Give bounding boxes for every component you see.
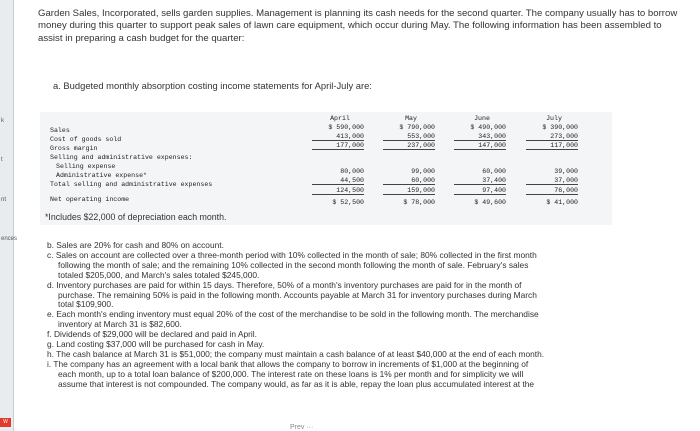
assumptions-list: [47, 241, 687, 390]
sidebar-label[interactable]: nt: [1, 197, 7, 203]
month-header: June: [474, 115, 490, 122]
row-label: Gross margin: [50, 145, 98, 152]
cell: $ 590,000: [328, 124, 364, 131]
list-item: [47, 360, 687, 390]
cell: 413,000: [312, 133, 364, 141]
cell: 60,000: [383, 177, 435, 185]
sidebar-label[interactable]: k: [1, 118, 4, 124]
item-text: total $109,900.: [58, 299, 114, 310]
cell: 553,000: [383, 133, 435, 141]
cell: $ 52,500: [332, 199, 364, 206]
sidebar-label[interactable]: ences: [1, 236, 18, 242]
cell: $ 790,000: [399, 124, 435, 131]
list-item: [47, 310, 687, 330]
row-label: Selling and administrative expenses:: [50, 154, 193, 161]
row-label: Sales: [50, 127, 70, 134]
item-text: each month, up to a total loan balance of $200,000. The interest rate on these loans is 1% per month and for simplicity we will: [58, 368, 524, 379]
item-text: b. Sales are 20% for cash and 80% on account.: [47, 240, 224, 250]
cell: $ 490,000: [470, 124, 506, 131]
item-text: inventory at March 31 is $82,600.: [58, 319, 182, 330]
month-header: July: [546, 115, 562, 122]
item-text: totaled $205,000, and March's sales totaled $245,000.: [58, 269, 260, 280]
list-item: [47, 251, 687, 281]
item-text: purchase. The remaining 50% is paid in the following month. Accounts payable at March 31 for inventory purchases during March: [58, 289, 537, 300]
brand-badge: W: [0, 418, 11, 427]
cell: $ 78,000: [403, 199, 435, 206]
cell: 117,000: [526, 142, 578, 150]
cell: $ 390,000: [542, 124, 578, 131]
depreciation-footnote: *Includes $22,000 of depreciation each month.: [45, 212, 227, 222]
cell: $ 49,600: [474, 199, 506, 206]
list-item: [47, 281, 687, 311]
month-header: April: [330, 115, 350, 122]
cell: $ 41,000: [546, 199, 578, 206]
problem-intro: Garden Sales, Incorporated, sells garden supplies. Management is planning its cash needs for the second quarter. The company usually has to borrow money during this quarter to support peak sales of lawn care equipment, which occur during May. The following information has been assembled to assist in preparing a cash budget for the quarter:: [38, 8, 678, 44]
item-text: following the month of sale; and the remaining 10% collected in the second month following the month of sale. February's sales: [58, 259, 529, 270]
cell: 76,000: [526, 187, 578, 195]
item-text: d. Inventory purchases are paid for within 15 days. Therefore, 50% of a month's inventory purchases are paid for in the month of: [47, 279, 522, 290]
cell: 343,000: [454, 133, 506, 141]
cell: 97,400: [454, 187, 506, 195]
item-text: f. Dividends of $29,000 will be declared and paid in April.: [47, 329, 257, 340]
item-text: e. Each month's ending inventory must equal 20% of the cost of the merchandise to be sold in the following month. The merchandise: [47, 309, 539, 320]
cell: 37,000: [526, 177, 578, 185]
cell: 237,000: [383, 142, 435, 150]
part-a-heading: a. Budgeted monthly absorption costing income statements for April-July are:: [53, 80, 372, 91]
cell: 44,500: [312, 177, 364, 185]
row-label: Administrative expense*: [56, 172, 148, 179]
cell: 147,000: [454, 142, 506, 150]
cell: 39,000: [554, 168, 578, 175]
row-label: Net operating income: [50, 196, 130, 203]
cell: 80,000: [340, 168, 364, 175]
income-statement: [40, 112, 612, 225]
prev-nav-partial[interactable]: Prev ···: [290, 424, 314, 431]
row-label: Selling expense: [56, 163, 116, 170]
cell: 60,000: [482, 168, 506, 175]
cell: 124,500: [312, 187, 364, 195]
item-text: assume that interest is not compounded. The company would, as far as it is able, repay the loan plus accumulated interest at the: [58, 378, 535, 389]
item-text: h. The cash balance at March 31 is $51,000; the company must maintain a cash balance of at least $40,000 at the end of each month.: [47, 348, 545, 359]
cell: 99,000: [411, 168, 435, 175]
item-text: c. Sales on account are collected over a three-month period with 10% collected in the month of sale; 80% collected in the first month: [47, 249, 537, 260]
sidebar-label[interactable]: t: [1, 157, 3, 163]
item-text: g. Land costing $37,000 will be purchased for cash in May.: [47, 339, 265, 350]
item-text: i. The company has an agreement with a local bank that allows the company to borrow in increments of $1,000 at the beginning of: [47, 358, 529, 369]
cell: 37,400: [454, 177, 506, 185]
left-sidebar: [0, 0, 18, 431]
cell: 273,000: [526, 133, 578, 141]
cell: 177,000: [312, 142, 364, 150]
row-label: Cost of goods sold: [50, 136, 122, 143]
row-label: Total selling and administrative expenses: [50, 181, 213, 188]
month-header: May: [405, 115, 417, 122]
cell: 159,000: [383, 187, 435, 195]
